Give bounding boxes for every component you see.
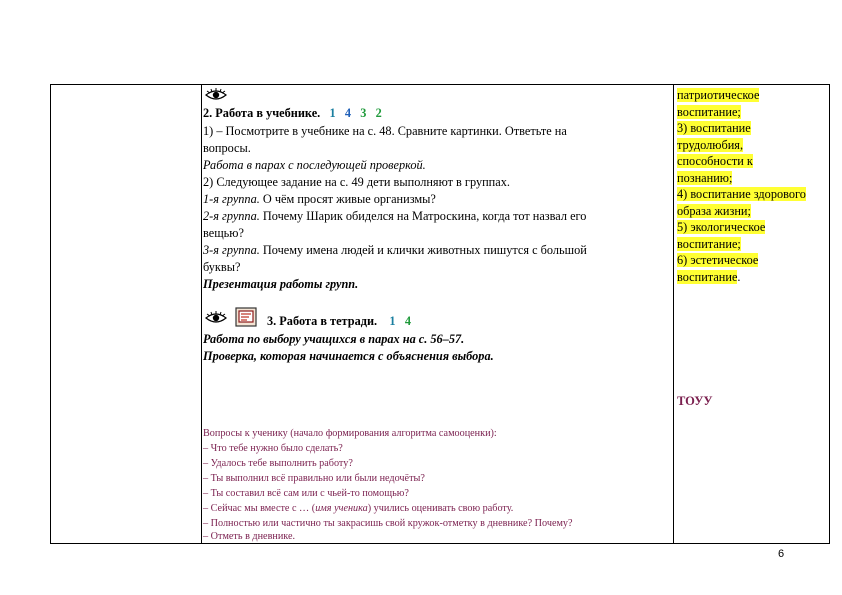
eye-icon <box>205 311 227 325</box>
toyy-label: ТОУУ <box>677 394 713 408</box>
question-item: – Ты составил всё сам или с чьей-то помощью? <box>203 488 409 499</box>
group3-text: Почему имена людей и клички животных пишутся с большой <box>259 243 587 257</box>
section2-heading <box>203 105 382 121</box>
section2-line-10: Презентация работы групп. <box>203 277 359 291</box>
upbringing-line: 5) экологическое <box>677 220 766 234</box>
group1-label: 1-я группа. <box>203 192 260 206</box>
upbringing-last-dot: . <box>737 270 741 284</box>
section3-line-2: Проверка, которая начинается с объяснения выбора. <box>203 349 494 363</box>
activity-column <box>203 85 669 543</box>
section3-heading <box>267 313 411 329</box>
question-now-before: – Сейчас мы вместе с … ( <box>203 503 316 514</box>
question-item-now <box>203 503 513 516</box>
upbringing-line: трудолюбия, <box>677 138 744 152</box>
group3-line <box>203 242 587 258</box>
group2-text: Почему Шарик обиделся на Матроскина, когда тот назвал его <box>259 209 587 223</box>
upbringing-line: воспитание <box>677 270 738 284</box>
section2-line-9: буквы? <box>203 260 241 274</box>
column-divider-right <box>673 85 674 543</box>
upbringing-line: 3) воспитание <box>677 121 751 135</box>
notebook-icon <box>235 307 257 327</box>
upbringing-line: 6) эстетическое <box>677 253 759 267</box>
group2-label: 2-я группа. <box>203 209 260 223</box>
group2-line <box>203 208 586 224</box>
group1-line <box>203 191 436 207</box>
section2-line-1: 1) – Посмотрите в учебнике на с. 48. Сравните картинки. Ответьте на <box>203 124 567 138</box>
upbringing-line: способности к <box>677 154 753 168</box>
question-now-name: имя ученика <box>315 503 368 514</box>
group1-text: О чём просят живые организмы? <box>259 192 436 206</box>
question-item: – Удалось тебе выполнить работу? <box>203 458 353 469</box>
section2-title: 2. Работа в учебнике. <box>203 106 321 120</box>
section2-num-3: 3 <box>360 106 367 120</box>
section2-line-2: вопросы. <box>203 141 251 155</box>
page-number: 6 <box>778 548 785 560</box>
section3-title: 3. Работа в тетради. <box>267 314 378 328</box>
lesson-table <box>50 84 830 544</box>
upbringing-line: познанию; <box>677 171 733 185</box>
section3-num-1: 1 <box>389 314 396 328</box>
upbringing-line: патриотическое <box>677 88 760 102</box>
section3-line-1: Работа по выбору учащихся в парах на с. 56–57. <box>203 332 465 346</box>
section2-line-7: вещью? <box>203 226 244 240</box>
question-now-after: ) учились оценивать свою работу. <box>367 503 514 514</box>
upbringing-line: воспитание; <box>677 237 741 251</box>
section2-line-3: Работа в парах с последующей проверкой. <box>203 158 426 172</box>
section2-num-2: 4 <box>344 106 352 120</box>
question-item: – Ты выполнил всё правильно или были недочёты? <box>203 473 425 484</box>
column-divider-left <box>201 85 202 543</box>
section3-num-2: 4 <box>404 314 411 328</box>
section2-line-4: 2) Следующее задание на с. 49 дети выполняют в группах. <box>203 175 510 189</box>
question-item: – Отметь в дневнике. <box>203 531 296 542</box>
upbringing-column <box>677 85 827 543</box>
question-item: – Что тебе нужно было сделать? <box>203 443 343 454</box>
upbringing-line: 4) воспитание здорового <box>677 187 806 201</box>
upbringing-line: образа жизни; <box>677 204 751 218</box>
question-intro: Вопросы к ученику (начало формирования алгоритма самооценки): <box>203 428 497 439</box>
eye-icon <box>205 88 227 102</box>
group3-label: 3-я группа. <box>203 243 260 257</box>
question-item: – Полностью или частично ты закрасишь свой кружок-отметку в дневнике? Почему? <box>203 518 573 529</box>
upbringing-line: воспитание; <box>677 105 741 119</box>
section2-num-1: 1 <box>329 106 336 120</box>
section2-num-4: 2 <box>375 106 382 120</box>
